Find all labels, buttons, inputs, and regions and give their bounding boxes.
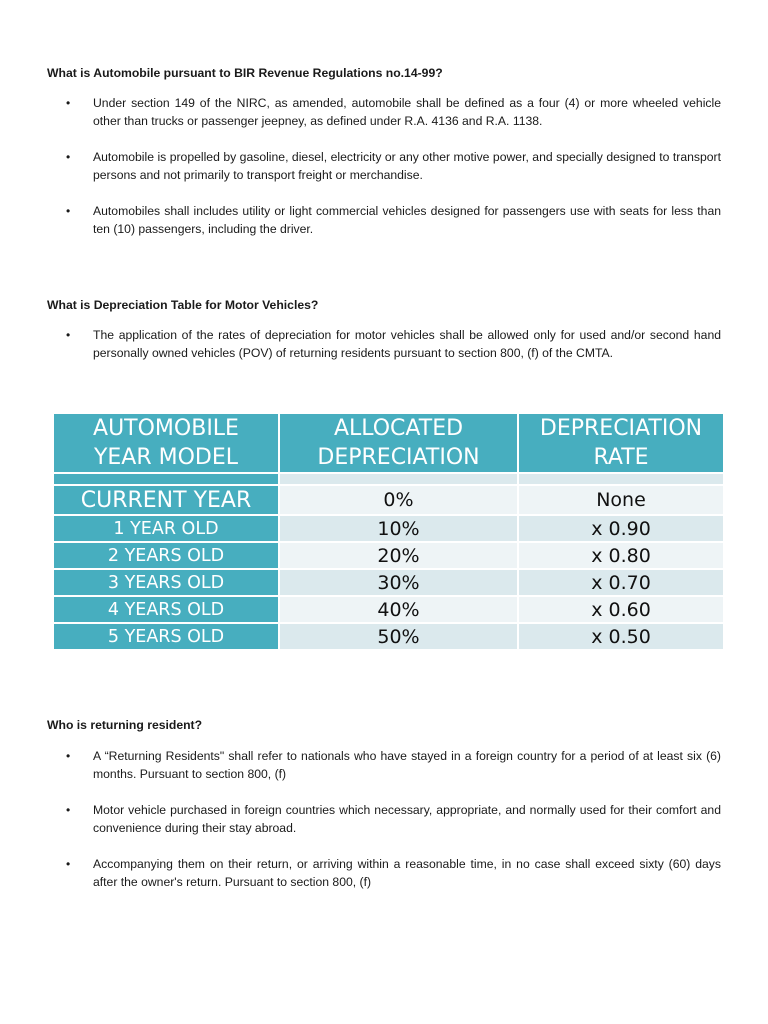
list-item [63, 801, 721, 837]
table-spacer-row [54, 474, 723, 484]
row-depreciation: 0% [280, 486, 517, 514]
table-row [54, 624, 723, 649]
list-item-text: Accompanying them on their return, or arriving within a reasonable time, in no case shall exceed sixty (60) days after the owner's return. Pursuant to section 800, (f) [93, 857, 721, 889]
table-header-row [54, 414, 723, 472]
automobile-definition-list [63, 94, 721, 238]
row-depreciation: 20% [280, 543, 517, 568]
header-year-model [54, 414, 278, 472]
depreciation-note-list [63, 326, 721, 362]
bullet-icon: • [66, 328, 71, 342]
header-line: RATE [593, 445, 649, 470]
row-depreciation: 30% [280, 570, 517, 595]
spacer-cell [280, 474, 517, 484]
row-label: 4 YEARS OLD [54, 597, 278, 622]
table-row [54, 516, 723, 541]
row-rate: x 0.60 [519, 597, 723, 622]
header-line: ALLOCATED [333, 416, 464, 441]
row-rate: x 0.90 [519, 516, 723, 541]
header-line: YEAR MODEL [93, 445, 239, 470]
bullet-icon: • [66, 857, 71, 871]
header-depreciation-rate [519, 414, 723, 472]
row-rate: x 0.80 [519, 543, 723, 568]
row-label: 5 YEARS OLD [54, 624, 278, 649]
table-row [54, 570, 723, 595]
table-row [54, 543, 723, 568]
list-item [63, 747, 721, 783]
header-line: DEPRECIATION [317, 445, 480, 470]
row-label: 3 YEARS OLD [54, 570, 278, 595]
row-depreciation: 40% [280, 597, 517, 622]
spacer-cell [519, 474, 723, 484]
bullet-icon: • [66, 150, 71, 164]
header-allocated-depreciation [280, 414, 517, 472]
header-line: AUTOMOBILE [93, 416, 239, 441]
returning-resident-list [63, 747, 721, 891]
row-label: 1 YEAR OLD [54, 516, 278, 541]
bullet-icon: • [66, 803, 71, 817]
list-item-text: Automobiles shall includes utility or light commercial vehicles designed for passengers use with seats for less than ten (10) passengers, including the driver. [93, 204, 721, 236]
list-item-text: Under section 149 of the NIRC, as amended, automobile shall be defined as a four (4) or more wheeled vehicle other than trucks or passenger jeepney, as defined under R.A. 4136 and R.A. 1138. [93, 96, 721, 128]
section-heading-returning-resident: Who is returning resident? [47, 718, 203, 732]
spacer-cell [54, 474, 278, 484]
table-row [54, 486, 723, 514]
row-rate: None [519, 486, 723, 514]
list-item [63, 94, 721, 130]
bullet-icon: • [66, 749, 71, 763]
section-heading-automobile: What is Automobile pursuant to BIR Revenue Regulations no.14-99? [47, 66, 443, 80]
row-label: 2 YEARS OLD [54, 543, 278, 568]
list-item-text: Motor vehicle purchased in foreign countries which necessary, appropriate, and normally used for their comfort and convenience during their stay abroad. [93, 803, 721, 835]
list-item-text: A “Returning Residents" shall refer to nationals who have stayed in a foreign country for a period of at least six (6) months. Pursuant to section 800, (f) [93, 749, 721, 781]
list-item [63, 148, 721, 184]
list-item [63, 855, 721, 891]
depreciation-table [52, 412, 725, 651]
bullet-icon: • [66, 204, 71, 218]
list-item-text: The application of the rates of depreciation for motor vehicles shall be allowed only for used and/or second hand personally owned vehicles (POV) of returning residents pursuant to section 800, (f) of the CMTA. [93, 328, 721, 360]
header-line: DEPRECIATION [539, 416, 703, 441]
list-item [63, 202, 721, 238]
row-rate: x 0.70 [519, 570, 723, 595]
row-depreciation: 10% [280, 516, 517, 541]
row-rate: x 0.50 [519, 624, 723, 649]
row-label: CURRENT YEAR [54, 486, 278, 514]
list-item [63, 326, 721, 362]
section-heading-depreciation: What is Depreciation Table for Motor Vehicles? [47, 298, 319, 312]
list-item-text: Automobile is propelled by gasoline, diesel, electricity or any other motive power, and specially designed to transport persons and not primarily to transport freight or merchandise. [93, 150, 721, 182]
bullet-icon: • [66, 96, 71, 110]
row-depreciation: 50% [280, 624, 517, 649]
table-row [54, 597, 723, 622]
